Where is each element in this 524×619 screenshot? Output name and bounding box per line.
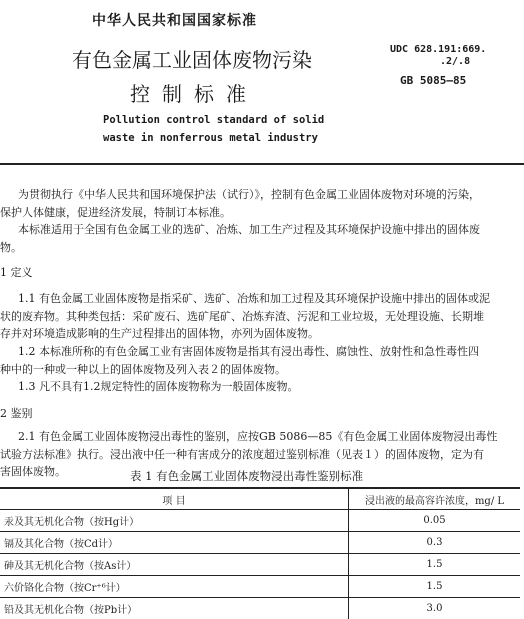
english-title-line-1: Pollution control standard of solid — [103, 114, 324, 126]
clause-1-2 — [0, 343, 520, 378]
row-item: 汞及其无机化合物（按Hg计） — [0, 510, 349, 532]
clause-1-3 — [0, 378, 520, 396]
row-item: 镉及其化合物（按Cd计） — [0, 532, 349, 554]
table-row — [0, 576, 520, 598]
clause-1-1 — [0, 290, 520, 343]
english-title-line-2: waste in nonferrous metal industry — [103, 132, 318, 144]
clause-line: 存并对环境造成影响的生产过程排出的固体物，亦列为固体废物。 — [0, 325, 520, 343]
table-header-row — [0, 488, 520, 510]
section-1-heading: 1 定义 — [0, 264, 520, 282]
row-item: 砷及其无机化合物（按As计） — [0, 554, 349, 576]
row-value: 1.5 — [349, 576, 521, 598]
table-row — [0, 532, 520, 554]
udc-line-2: .2/.8 — [390, 56, 486, 68]
table-row — [0, 598, 520, 619]
section-2-heading: 2 鉴别 — [0, 405, 520, 423]
document-title-line-2: 控制标准 — [130, 78, 258, 107]
column-header-item: 项 目 — [0, 488, 349, 510]
document-title-line-1: 有色金属工业固体废物污染 — [72, 44, 312, 73]
intro-line: 本标准适用于全国有色金属工业的选矿、冶炼、加工生产过程及其环境保护设施中排出的固体废 — [0, 221, 520, 239]
intro-paragraph — [0, 186, 520, 256]
row-value: 1.5 — [349, 554, 521, 576]
table-1-caption: 表 1 有色金属工业固体废物浸出毒性鉴别标准 — [130, 468, 363, 484]
row-value: 0.05 — [349, 510, 521, 532]
clause-line: 状的废弃物。其种类包括：采矿废石、选矿尾矿、冶炼弃渣、污泥和工业垃圾，无处理设施、长期堆 — [0, 308, 520, 326]
row-value: 3.0 — [349, 598, 521, 619]
clause-line: 2.1 有色金属工业固体废物浸出毒性的鉴别，应按GB 5086—85《有色金属工业固体废物浸出毒性 — [0, 428, 520, 446]
row-item: 六价铬化合物（按Cr⁺⁶计） — [0, 576, 349, 598]
leaching-toxicity-table — [0, 487, 520, 619]
intro-line: 保护人体健康，促进经济发展，特制订本标准。 — [0, 204, 520, 222]
row-item: 铅及其无机化合物（按Pb计） — [0, 598, 349, 619]
column-header-value: 浸出液的最高容许浓度，mg/ L — [349, 488, 521, 510]
header-divider — [0, 163, 524, 165]
table-row — [0, 554, 520, 576]
clause-line: 1.1 有色金属工业固体废物是指采矿、选矿、冶炼和加工过程及其环境保护设施中排出的固体或泥 — [0, 290, 520, 308]
clause-line: 1.3 凡不具有1.2规定特性的固体废物称为一般固体废物。 — [0, 378, 520, 396]
clause-line: 害固体废物。 — [0, 463, 520, 481]
row-value: 0.3 — [349, 532, 521, 554]
intro-line: 为贯彻执行《中华人民共和国环境保护法（试行）》，控制有色金属工业固体废物对环境的污染， — [0, 186, 520, 204]
table-row — [0, 510, 520, 532]
standard-code: GB 5085—85 — [400, 74, 466, 87]
clause-line: 种中的一种或一种以上的固体废物及列入表２的固体废物。 — [0, 361, 520, 379]
intro-line: 物。 — [0, 239, 520, 257]
udc-line-1: UDC 628.191:669. — [390, 44, 486, 56]
clause-line: 试验方法标准》执行。浸出液中任一种有害成分的浓度超过鉴别标准（见表１）的固体废物，定为有 — [0, 446, 520, 464]
clause-line: 1.2 本标准所称的有色金属工业有害固体废物是指其有浸出毒性、腐蚀性、放射性和急性毒性四 — [0, 343, 520, 361]
standard-org-header: 中华人民共和国国家标准 — [92, 10, 257, 30]
udc-number — [390, 44, 486, 68]
